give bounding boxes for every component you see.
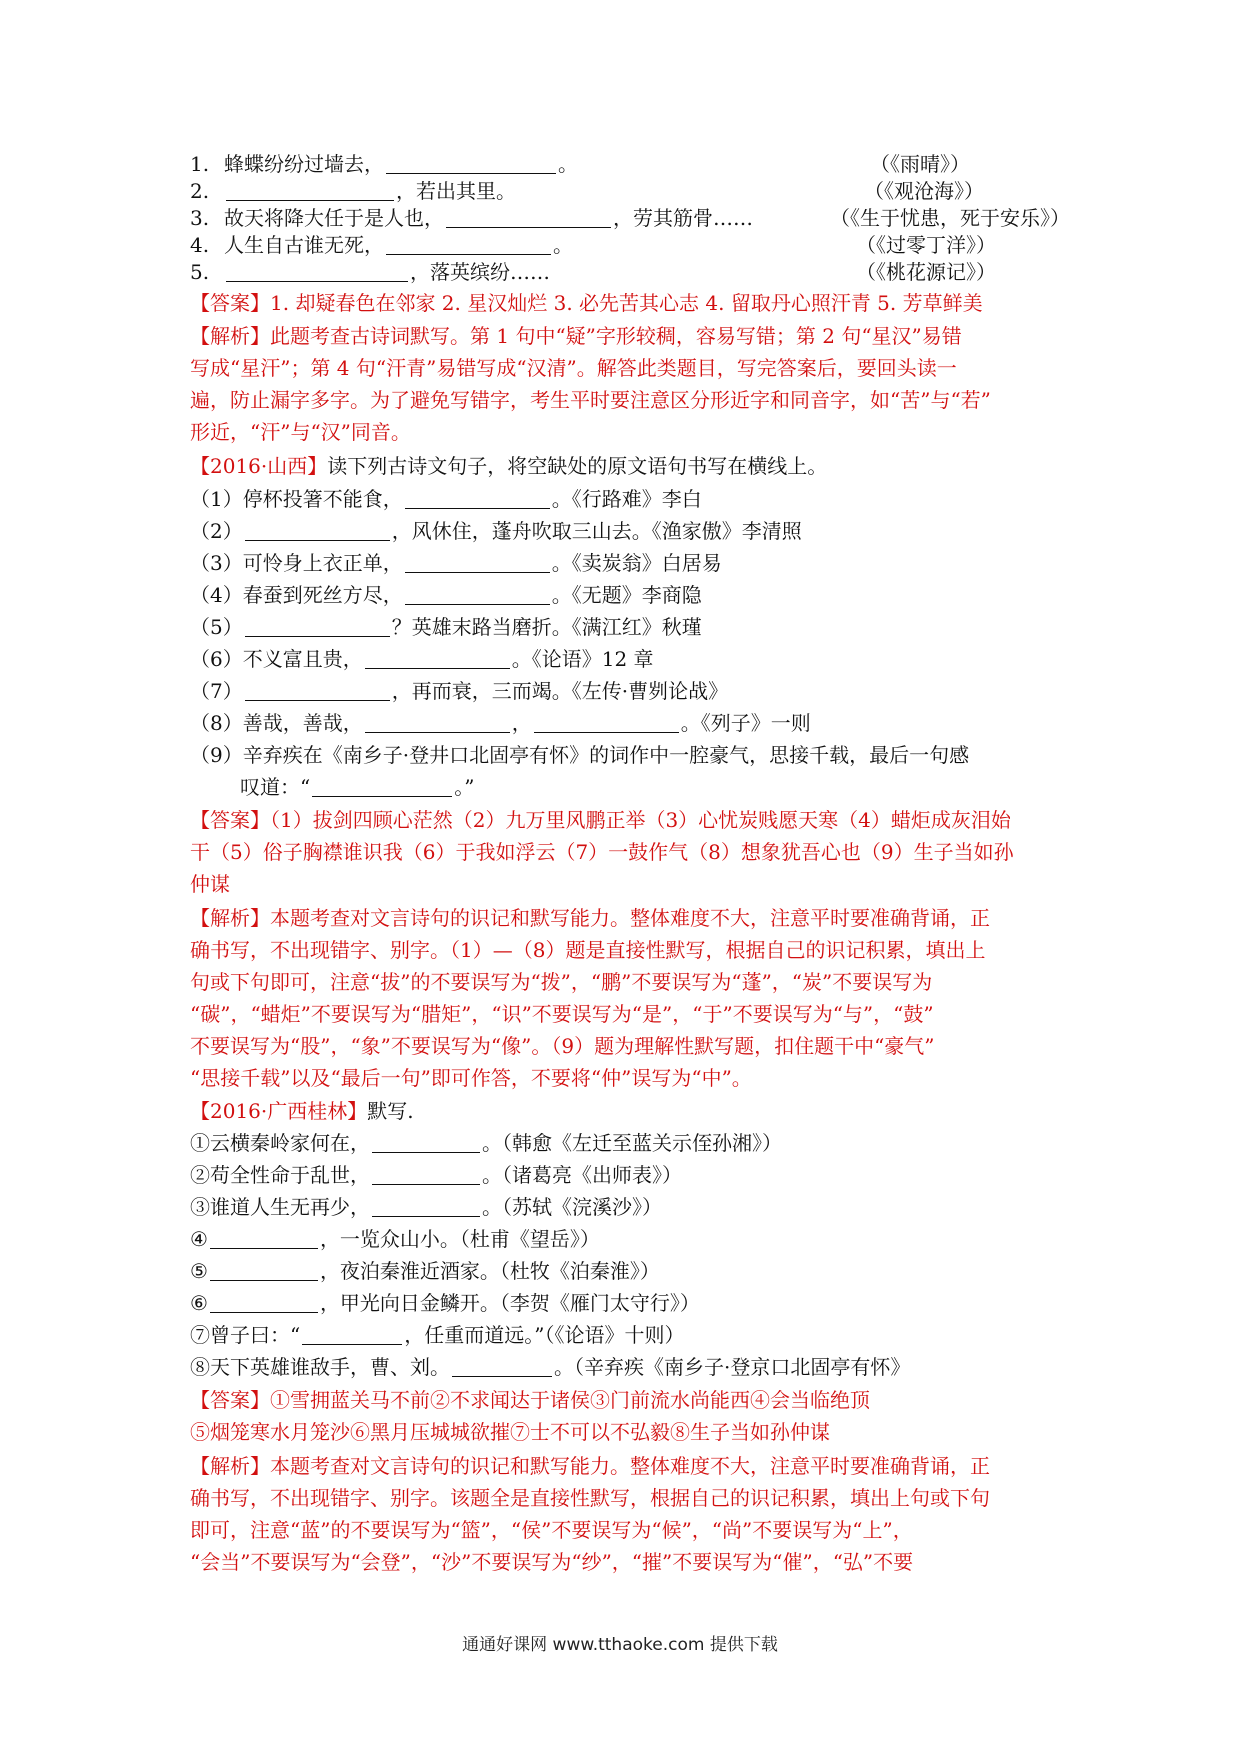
answer-blank[interactable] [405,584,550,605]
q2-header [190,452,827,480]
answer-blank[interactable] [365,648,510,669]
q2-item-5: （5） ？英雄末路当磨折。《满江红》秋瑾 [190,615,702,639]
answer-blank[interactable] [365,712,510,733]
q3-item-3: ③谁道人生无再少， 。（苏轼《浣溪沙》） [190,1195,662,1219]
answer-blank[interactable] [245,680,390,701]
q2-analysis-line: 句或下句即可，注意“拔”的不要误写为“拨”，“鹏”不要误写为“蓬”，“炭”不要误写为 [190,970,933,994]
answer-blank[interactable] [372,1132,480,1153]
answer-blank[interactable] [452,1356,552,1377]
q2-item-8: （8）善哉，善哉， ， 。《列子》一则 [190,711,811,735]
answer-blank[interactable] [405,488,550,509]
q2-item-1: （1）停杯投箸不能食， 。《行路难》李白 [190,487,702,511]
q1-answer: 【答案】1. 却疑春色在邻家 2. 星汉灿烂 3. 必先苦其心志 4. 留取丹心照汗青 5. 芳草鲜美 [190,291,983,315]
q2-answer-line: 【答案】（1）拔剑四顾心茫然（2）九万里风鹏正举（3）心忧炭贱愿天寒（4）蜡炬成灰泪始 [190,808,1011,832]
q3-item-2: ②苟全性命于乱世， 。（诸葛亮《出师表》） [190,1163,682,1187]
q3-analysis-line: “会当”不要误写为“会登”，“沙”不要误写为“纱”，“摧”不要误写为“催”，“弘”不要 [190,1550,914,1574]
answer-blank[interactable] [446,207,611,228]
answer-blank[interactable] [372,1196,480,1217]
q2-prompt: 读下列古诗文句子，将空缺处的原文语句书写在横线上。 [327,454,828,478]
q3-analysis-line: 即可，注意“蓝”的不要误写为“篮”，“侯”不要误写为“候”，“尚”不要误写为“上”， [190,1518,913,1542]
answer-blank[interactable] [210,1292,318,1313]
q3-item-5: ⑤ ，夜泊秦淮近酒家。（杜牧《泊秦淮》） [190,1259,660,1283]
q2-item-9-line2: 叹道：“ 。” [240,775,475,799]
q1-item-5: 5. ，落英缤纷…… （《桃花源记》） [190,260,996,284]
q2-item-2: （2） ，风休住，蓬舟吹取三山去。《渔家傲》李清照 [190,519,802,543]
q3-answer-line: ⑤烟笼寒水月笼沙⑥黑月压城城欲摧⑦士不可以不弘毅⑧生子当如孙仲谋 [190,1420,830,1444]
q1-item-1: 1. 蜂蝶纷纷过墙去， 。 （《雨晴》） [190,152,970,176]
answer-blank[interactable] [386,153,556,174]
q1-item-4: 4. 人生自古谁无死， 。 （《过零丁洋》） [190,233,996,257]
q2-analysis-line: “思接千载”以及“最后一句”即可作答，不要将“仲”误写为“中”。 [190,1066,752,1090]
answer-blank[interactable] [210,1228,318,1249]
answer-blank[interactable] [386,234,551,255]
q3-tag: 【2016·广西桂林】 [190,1099,368,1123]
q3-header [190,1097,414,1125]
page-footer: 通通好课网 www.tthaoke.com 提供下载 [462,1635,778,1655]
q3-answer-line: 【答案】①雪拥蓝关马不前②不求闻达于诸侯③门前流水尚能西④会当临绝顶 [190,1388,870,1412]
q1-analysis-line: 【解析】此题考查古诗词默写。第 1 句中“疑”字形较稠，容易写错；第 2 句“星汉”易错 [190,324,962,348]
answer-blank[interactable] [210,1260,318,1281]
q2-analysis-line: 【解析】本题考查对文言诗句的识记和默写能力。整体难度不大，注意平时要准确背诵，正 [190,906,990,930]
answer-blank[interactable] [245,616,390,637]
q2-item-9: （9）辛弃疾在《南乡子·登井口北固亭有怀》的词作中一腔豪气，思接千载，最后一句感 [190,743,970,767]
answer-blank[interactable] [312,776,452,797]
q2-analysis-line: 确书写，不出现错字、别字。（1）—（8）题是直接性默写，根据自己的识记积累，填出上 [190,938,986,962]
q3-analysis-line: 确书写，不出现错字、别字。该题全是直接性默写，根据自己的识记积累，填出上句或下句 [190,1486,990,1510]
q3-item-6: ⑥ ，甲光向日金鳞开。（李贺《雁门太守行》） [190,1291,700,1315]
q3-item-8: ⑧天下英雄谁敌手，曹、刘。 。（辛弃疾《南乡子·登京口北固亭有怀》 [190,1355,911,1379]
q1-analysis-line: 写成“星汗”；第 4 句“汗青”易错写成“汉清”。解答此类题目，写完答案后，要回头读一 [190,356,957,380]
q3-item-4: ④ ，一览众山小。（杜甫《望岳》） [190,1227,600,1251]
answer-blank[interactable] [302,1324,402,1345]
q3-prompt: 默写. [367,1099,414,1123]
answer-blank[interactable] [534,712,679,733]
q1-analysis-line: 形近，“汗”与“汉”同音。 [190,420,411,444]
q2-item-7: （7） ，再而衰，三而竭。《左传·曹刿论战》 [190,679,729,703]
answer-blank[interactable] [372,1164,480,1185]
q3-analysis-line: 【解析】本题考查对文言诗句的识记和默写能力。整体难度不大，注意平时要准确背诵，正 [190,1454,990,1478]
q2-item-4: （4）春蚕到死丝方尽， 。《无题》李商隐 [190,583,702,607]
q1-item-3: 3. 故天将降大任于是人也， ，劳其筋骨…… （《生于忧患，死于安乐》） [190,206,1070,230]
q1-item-2: 2. ，若出其里。 （《观沧海》） [190,179,984,203]
q2-item-3: （3）可怜身上衣正单， 。《卖炭翁》白居易 [190,551,722,575]
q3-item-1: ①云横秦岭家何在， 。（韩愈《左迁至蓝关示侄孙湘》） [190,1131,782,1155]
q1-analysis-line: 遍，防止漏字多字。为了避免写错字，考生平时要注意区分形近字和同音字，如“苦”与“若” [190,388,991,412]
q2-analysis-line: 不要误写为“股”，“象”不要误写为“像”。（9）题为理解性默写题，扣住题干中“豪气” [190,1034,935,1058]
answer-blank[interactable] [226,180,394,201]
q2-item-6: （6）不义富且贵， 。《论语》12 章 [190,647,654,671]
q2-answer-line: 干（5）俗子胸襟谁识我（6）于我如浮云（7）一鼓作气（8）想象犹吾心也（9）生子当如孙 [190,840,1014,864]
answer-blank[interactable] [226,261,408,282]
answer-blank[interactable] [245,520,390,541]
q2-answer-line: 仲谋 [190,872,230,896]
q2-analysis-line: “碳”，“蜡炬”不要误写为“腊矩”，“识”不要误写为“是”，“于”不要误写为“与”，“鼓” [190,1002,934,1026]
q2-tag: 【2016·山西】 [190,454,328,478]
answer-blank[interactable] [405,552,550,573]
q3-item-7: ⑦曾子曰：“ ，任重而道远。”（《论语》十则） [190,1323,685,1347]
